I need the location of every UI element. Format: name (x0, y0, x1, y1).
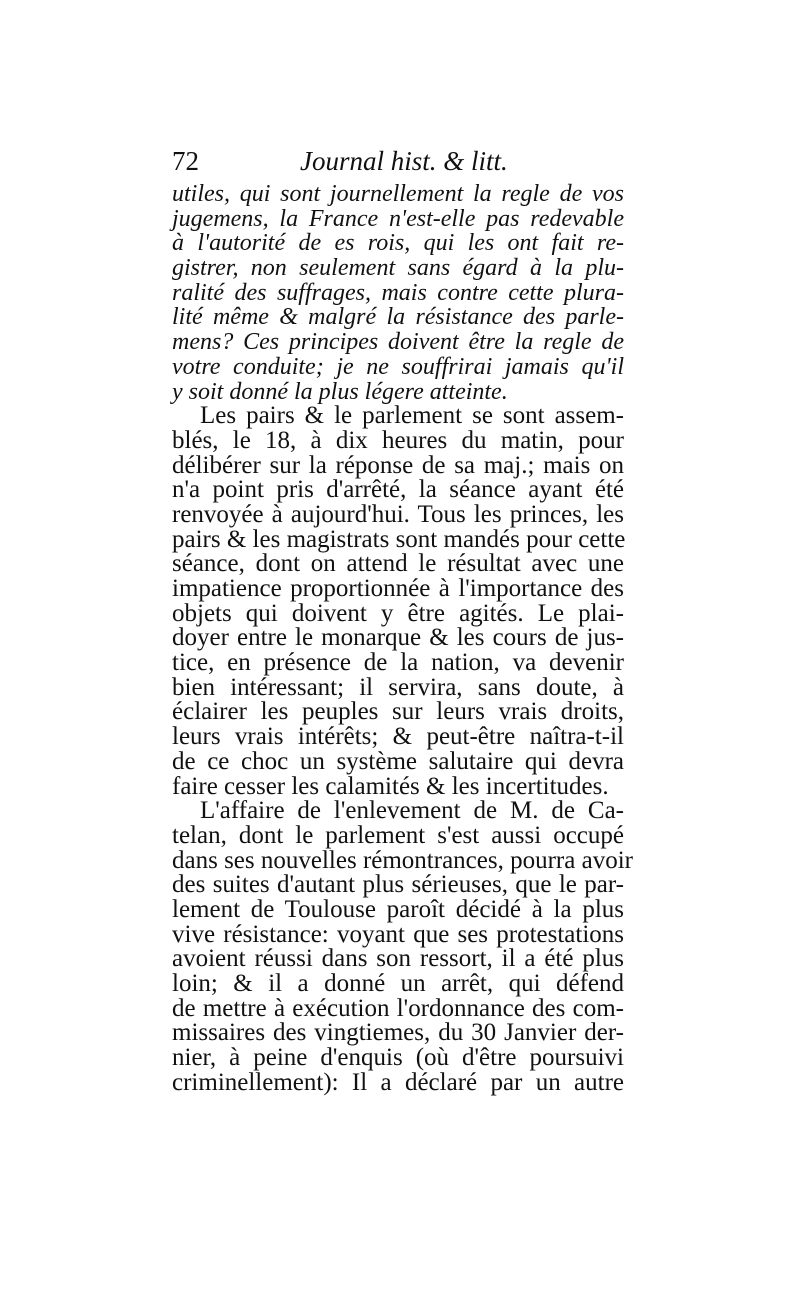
text-line: L'affaire de l'enlevement de M. de Ca- (200, 797, 624, 825)
text-line: Les pairs & le parlement se sont assem- (200, 402, 624, 430)
text-line: dans ses nouvelles rémontrances, pourra avoir (172, 846, 633, 874)
text-line: lité même & malgré la résistance des parle- (172, 304, 624, 331)
text-line: à l'autorité de es rois, qui les ont fait re- (172, 230, 624, 257)
text-line: criminellement): Il a déclaré par un autre (172, 1068, 624, 1096)
text-line: lement de Toulouse paroît décidé à la plus (172, 895, 624, 923)
text-line: mens? Ces principes doivent être la regle de (172, 329, 624, 356)
text-line: y soit donné la plus légere atteinte. (172, 378, 508, 405)
text-line: éclairer les peuples sur leurs vrais droits, (172, 698, 624, 726)
text-line: telan, dont le parlement s'est aussi occupé (172, 821, 624, 849)
page-body (172, 181, 633, 1096)
text-line: pairs & les magistrats sont mandés pour cette (172, 525, 626, 553)
text-line: vive résistance: voyant que ses protestations (172, 920, 624, 948)
text-line: votre conduite; je ne souffrirai jamais qu'il (172, 353, 624, 380)
text-line: utiles, qui sont journellement la regle de vos (172, 181, 624, 207)
text-line: faire cesser les calamités & les incertitudes. (172, 772, 609, 800)
text-line: gistrer, non seulement sans égard à la plu- (172, 255, 624, 282)
text-line: impatience proportionnée à l'importance des (172, 575, 624, 602)
text-line: renvoyée à aujourd'hui. Tous les princes, les (172, 500, 624, 528)
running-head: Journal hist. & litt. (300, 146, 508, 176)
text-line: missaires des vingtiemes, du 30 Janvier der- (172, 1019, 624, 1047)
text-line: nier, à peine d'enquis (où d'être poursuivi (172, 1044, 624, 1072)
text-line: leurs vrais intérêts; & peut-être naîtra-t-il (172, 723, 624, 751)
text-line: loin; & il a donné un arrêt, qui défend (172, 970, 624, 997)
text-line: de ce choc un système salutaire qui devra (172, 747, 624, 775)
text-line: objets qui doivent y être agités. Le plai- (172, 599, 624, 627)
text-line: des suites d'autant plus sérieuses, que le par- (172, 871, 624, 899)
text-line: doyer entre le monarque & les cours de jus- (172, 624, 624, 652)
text-line: séance, dont on attend le résultat avec une (172, 550, 624, 578)
quoted-paragraph (172, 182, 624, 404)
text-line: bien intéressant; il servira, sans doute, à (172, 673, 624, 701)
text-line: n'a point pris d'arrêté, la séance ayant été (172, 476, 624, 504)
page-number: 72 (172, 146, 199, 176)
page-header (172, 146, 622, 180)
text-line: blés, le 18, à dix heures du matin, pour (172, 426, 624, 454)
text-line: jugemens, la France n'est-elle pas redevable (172, 205, 624, 232)
text-line: avoient réussi dans son ressort, il a été plus (172, 945, 624, 973)
text-line: ralité des suffrages, mais contre cette plura- (172, 279, 624, 306)
text-line: délibérer sur la réponse de sa maj.; mais on (172, 451, 624, 479)
paragraph-pairs-parlement (172, 404, 624, 799)
text-line: de mettre à exécution l'ordonnance des com- (172, 994, 624, 1022)
text-line: tice, en présence de la nation, va devenir (172, 649, 624, 677)
paragraph-affaire-catelan (172, 797, 633, 1096)
